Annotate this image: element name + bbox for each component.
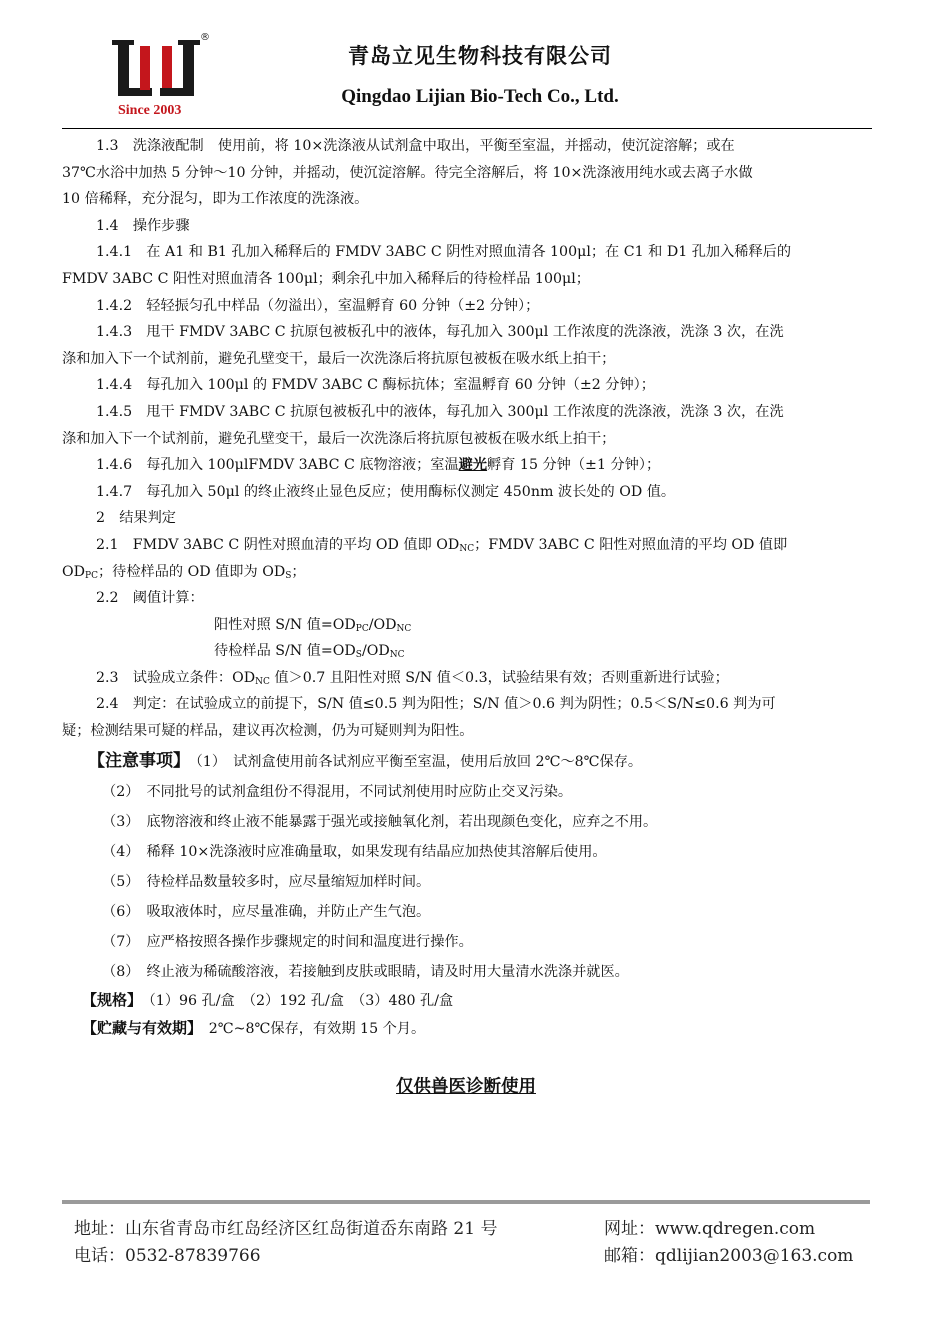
para-1-4-5-line1: 1.4.5 甩干 FMDV 3ABC C 抗原包被板孔中的液体，每孔加入 300μl 工作浓度的洗涤液，洗涤 3 次，在洗 [96,403,784,420]
spec-line [62,987,862,1015]
footer-email[interactable]: 邮箱：qdlijian2003@163.com [604,1246,854,1266]
text-span: ；待检样品的 OD 值即为 OD [97,563,286,580]
note-4: （4） 稀释 10×洗涤液时应准确量取，如果发现有结晶应加热使其溶解后使用。 [102,843,607,860]
storage-text: 2℃~8℃保存，有效期 15 个月。 [208,1020,426,1037]
subscript: S [355,650,362,661]
logo-registered-mark: ® [200,32,210,43]
logo-top-right [178,40,200,45]
company-name-en: Qingdao Lijian Bio-Tech Co., Ltd. [341,86,619,107]
logo-base-right [160,88,194,96]
company-logo [112,28,212,120]
para-2-2: 2.2 阈值计算： [96,590,204,607]
storage-line [62,1015,862,1043]
note-5: （5） 待检样品数量较多时，应尽量缩短加样时间。 [102,873,431,890]
para-2-1-line1 [62,532,862,559]
subscript: NC [396,623,412,634]
text-span: 2.3 试验成立条件：OD [96,669,256,686]
spec-heading: 【规格】 [82,990,135,1009]
note-7: （7） 应严格按照各操作步骤规定的时间和温度进行操作。 [102,933,473,950]
subscript: S [285,570,292,581]
footer-address: 地址：山东省青岛市红岛经济区红岛街道岙东南路 21 号 [74,1219,498,1239]
para-1-3-line2: 37℃水浴中加热 5 分钟～10 分钟，并摇动，使沉淀溶解。待完全溶解后，将 10×洗涤液用纯水或去离子水做 [62,164,753,181]
header-rule [62,128,872,129]
subscript: NC [255,676,270,687]
footer-rule [62,1200,870,1204]
company-name-cn: 青岛立见生物科技有限公司 [348,44,612,68]
heading-1-4: 1.4 操作步骤 [96,217,190,234]
notes-heading: 【注意事项】 [88,750,182,771]
text-span: OD [62,563,86,580]
note-1: （1） 试剂盒使用前各试剂应平衡至室温，使用后放回 2℃～8℃保存。 [195,753,643,770]
para-1-4-7: 1.4.7 每孔加入 50μl 的终止液终止显色反应；使用酶标仪测定 450nm 波长处的 OD 值。 [96,483,676,500]
para-1-4-3-line2: 涤和加入下一个试剂前，避免孔壁变干，最后一次洗涤后将抗原包被板在吸水纸上拍干； [62,350,616,367]
text-span: /OD [368,616,397,633]
para-1-4-6 [62,452,862,479]
heading-2: 2 结果判定 [96,510,176,527]
footer-website[interactable]: 网址：www.qdregen.com [604,1219,816,1239]
document-body [62,133,862,1043]
note-6: （6） 吸取液体时，应尽量准确，并防止产生气泡。 [102,903,431,920]
para-2-1-line2 [62,559,862,586]
para-1-4-3-line1: 1.4.3 甩干 FMDV 3ABC C 抗原包被板孔中的液体，每孔加入 300μl 工作浓度的洗涤液，洗涤 3 次，在洗 [96,324,784,341]
para-2-3 [62,665,862,692]
veterinary-use-notice: 仅供兽医诊断使用 [396,1077,536,1097]
logo-bar-right [183,42,194,94]
para-1-4-6-post: 孵育 15 分钟（±1 分钟）； [487,457,661,474]
storage-heading: 【贮藏与有效期】 [82,1018,195,1037]
logo-bar-left [118,42,129,94]
spec-text: （1）96 孔/盒 （2）192 孔/盒 （3）480 孔/盒 [148,992,454,1009]
note-3: （3） 底物溶液和终止液不能暴露于强光或接触氧化剂，若出现颜色变化，应弃之不用。 [102,813,658,830]
text-span: 2.1 FMDV 3ABC C 阴性对照血清的平均 OD 值即 OD [96,536,460,553]
formula-positive [62,612,862,639]
para-2-4-line1: 2.4 判定：在试验成立的前提下，S/N 值≤0.5 判为阳性；S/N 值＞0.6 判为阴性；0.5＜S/N≤0.6 判为可 [96,696,776,713]
footer-phone: 电话：0532-87839766 [74,1246,261,1266]
note-8: （8） 终止液为稀硫酸溶液，若接触到皮肤或眼睛，请及时用大量清水洗涤并就医。 [102,963,629,980]
para-1-4-6-emphasis: 避光 [458,457,488,474]
subscript: PC [85,570,98,581]
logo-top-left [112,40,134,45]
text-span: 阳性对照 S/N 值=OD [214,616,356,633]
formula-sample [62,638,862,665]
text-span: ；FMDV 3ABC C 阳性对照血清的平均 OD 值即 [474,536,788,553]
text-span: /OD [361,643,390,660]
notes-section [62,746,862,987]
text-span: 待检样品 S/N 值=OD [214,643,356,660]
subscript: NC [459,543,475,554]
logo-since: Since 2003 [118,103,182,118]
para-1-4-6-pre: 1.4.6 每孔加入 100μlFMDV 3ABC C 底物溶液；室温 [96,457,459,474]
para-1-4-2: 1.4.2 轻轻振匀孔中样品（勿溢出），室温孵育 60 分钟（±2 分钟）； [96,297,540,314]
text-span: ； [291,563,306,580]
para-1-4-5-line2: 涤和加入下一个试剂前，避免孔壁变干，最后一次洗涤后将抗原包被板在吸水纸上拍干； [62,430,616,447]
para-1-4-1-line2: FMDV 3ABC C 阳性对照血清各 100μl；剩余孔中加入稀释后的待检样品 100μl； [62,270,590,287]
logo-red-right [162,46,172,90]
subscript: PC [355,623,369,634]
para-1-4-4: 1.4.4 每孔加入 100μl 的 FMDV 3ABC C 酶标抗体；室温孵育 60 分钟（±2 分钟）； [96,377,655,394]
subscript: NC [389,650,405,661]
para-1-3-line3: 10 倍稀释，充分混匀，即为工作浓度的洗涤液。 [62,191,369,208]
note-2: （2） 不同批号的试剂盒组份不得混用，不同试剂使用时应防止交叉污染。 [102,783,573,800]
para-1-3-line1: 1.3 洗涤液配制 使用前，将 10×洗涤液从试剂盒中取出，平衡至室温，并摇动，使沉淀溶解；或在 [96,138,735,154]
para-1-4-1-line1: 1.4.1 在 A1 和 B1 孔加入稀释后的 FMDV 3ABC C 阴性对照血清各 100μl；在 C1 和 D1 孔加入稀释后的 [96,244,792,261]
logo-red-left [140,46,150,90]
notes-line-1 [62,746,862,777]
text-span: 值＞0.7 且阳性对照 S/N 值＜0.3，试验结果有效；否则重新进行试验； [269,669,729,686]
para-2-4-line2: 疑；检测结果可疑的样品，建议再次检测，仍为可疑则判为阳性。 [62,723,474,740]
